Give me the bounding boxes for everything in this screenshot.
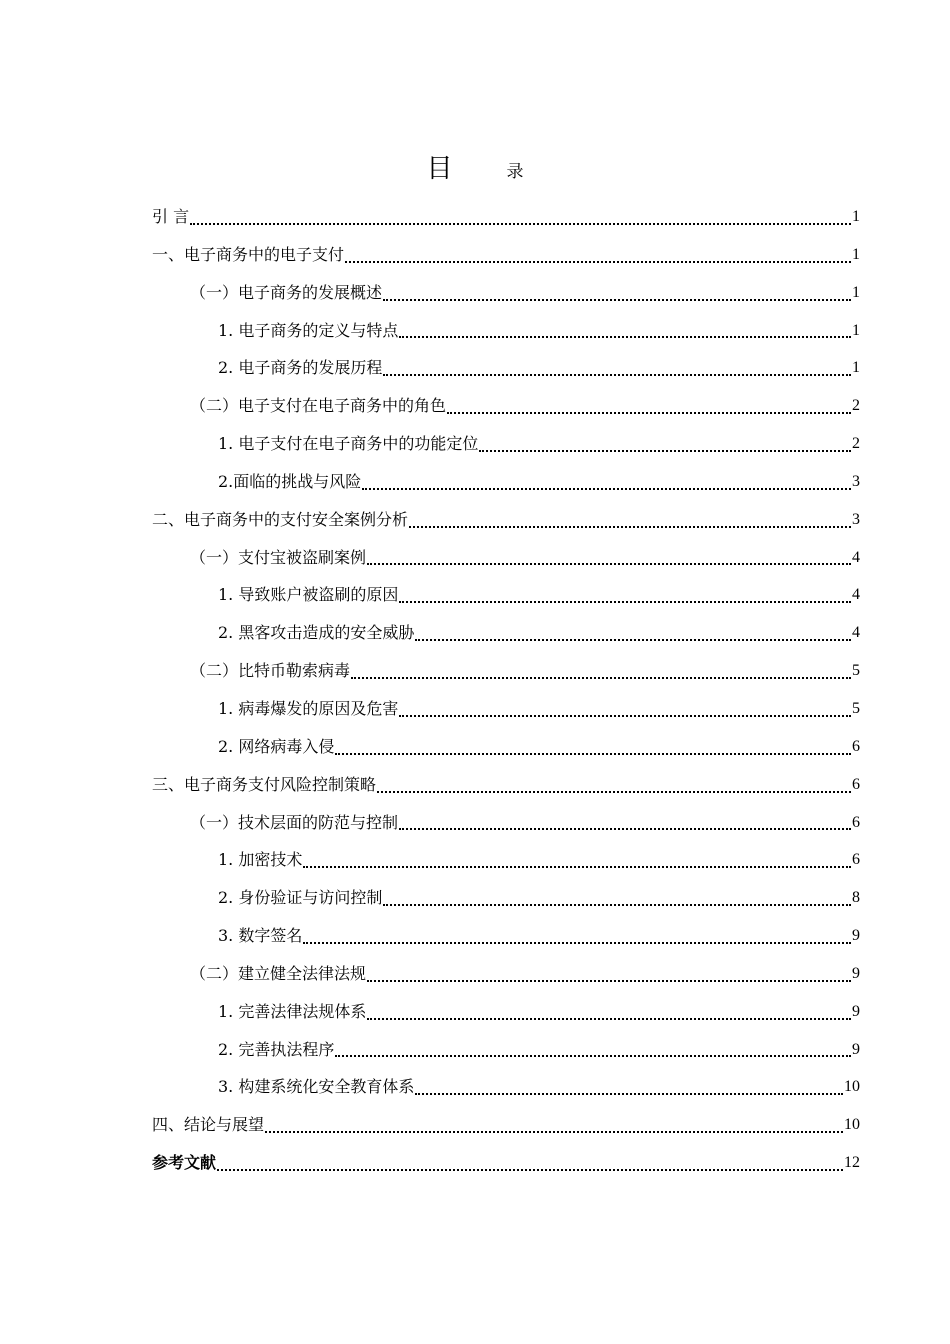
- toc-entry[interactable]: [152, 841, 860, 879]
- toc-entry-page-number: 2: [852, 397, 860, 415]
- toc-entry-page-number: 10: [844, 1116, 860, 1134]
- dot-leader: [265, 1106, 843, 1144]
- toc-entry-page-number: 5: [852, 699, 860, 717]
- toc-entry-page-number: 9: [852, 1040, 860, 1058]
- toc-entry-page-number: 6: [852, 775, 860, 793]
- toc-entry[interactable]: [152, 690, 860, 728]
- toc-entry[interactable]: [152, 652, 860, 690]
- toc-entry-page-number: 1: [852, 208, 860, 225]
- toc-title-main: 目: [426, 154, 453, 184]
- toc-entry-label: 2. 电子商务的发展历程: [218, 358, 383, 378]
- toc-entry[interactable]: [152, 463, 860, 501]
- toc-entry[interactable]: [152, 198, 860, 236]
- toc-entry-label: 三、电子商务支付风险控制策略: [152, 774, 377, 794]
- dot-leader: [415, 614, 851, 652]
- toc-entry-label: （二）建立健全法律法规: [190, 963, 367, 983]
- toc-entry[interactable]: [152, 917, 860, 955]
- toc-entry-page-number: 3: [852, 510, 860, 528]
- toc-entry[interactable]: [152, 766, 860, 804]
- toc-entry[interactable]: [152, 349, 860, 387]
- toc-entry-page-number: 12: [844, 1154, 860, 1172]
- toc-entry-label: （一）支付宝被盗刷案例: [190, 547, 367, 567]
- dot-leader: [383, 879, 851, 917]
- toc-entry-label: 2. 完善执法程序: [218, 1039, 335, 1059]
- toc-entry[interactable]: [152, 274, 860, 312]
- toc-entry[interactable]: [152, 879, 860, 917]
- toc-entry-page-number: 8: [852, 889, 860, 907]
- toc-title: [0, 148, 950, 185]
- dot-leader: [447, 387, 851, 425]
- toc-entry-label: 1. 病毒爆发的原因及危害: [218, 698, 399, 718]
- toc-entry-label: 二、电子商务中的支付安全案例分析: [152, 509, 409, 529]
- dot-leader: [217, 1144, 843, 1182]
- toc-entry-label: （二）比特币勒索病毒: [190, 661, 351, 681]
- toc-title-second: 录: [506, 162, 524, 182]
- toc-entry-page-number: 1: [852, 245, 860, 263]
- toc-entry-page-number: 1: [852, 283, 860, 301]
- toc-entry-label: 3. 数字签名: [218, 926, 303, 946]
- toc-entry-page-number: 6: [852, 813, 860, 831]
- toc-entry-label: 1. 加密技术: [218, 850, 303, 870]
- dot-leader: [367, 993, 851, 1031]
- toc-entry-page-number: 4: [852, 548, 860, 566]
- toc-entry-label: 四、结论与展望: [152, 1115, 265, 1135]
- toc-entry[interactable]: [152, 501, 860, 539]
- dot-leader: [190, 198, 851, 236]
- toc-entry-page-number: 1: [852, 321, 860, 339]
- toc-entry[interactable]: [152, 728, 860, 766]
- toc-entry[interactable]: [152, 1144, 860, 1182]
- toc-entry-label: （一）电子商务的发展概述: [190, 282, 383, 302]
- toc-entry-label: 1. 电子支付在电子商务中的功能定位: [218, 434, 479, 454]
- dot-leader: [399, 576, 851, 614]
- toc-entry-label: 1. 电子商务的定义与特点: [218, 320, 399, 340]
- toc-entry-label: 2. 黑客攻击造成的安全威胁: [218, 623, 415, 643]
- toc-entry[interactable]: [152, 955, 860, 993]
- toc-entry-page-number: 6: [852, 737, 860, 755]
- toc-entry-page-number: 5: [852, 662, 860, 680]
- toc-entry[interactable]: [152, 1106, 860, 1144]
- toc-entry-page-number: 1: [852, 359, 860, 377]
- toc-entry-page-number: 9: [852, 927, 860, 945]
- toc-entry-page-number: 4: [852, 586, 860, 604]
- dot-leader: [409, 501, 851, 539]
- toc-entry[interactable]: [152, 804, 860, 842]
- dot-leader: [362, 463, 851, 501]
- toc-entry[interactable]: [152, 387, 860, 425]
- toc-entry[interactable]: [152, 425, 860, 463]
- dot-leader: [377, 766, 851, 804]
- toc-entry-label: 参考文献: [152, 1153, 217, 1173]
- dot-leader: [479, 425, 851, 463]
- dot-leader: [383, 349, 851, 387]
- toc-entry-label: （一）技术层面的防范与控制: [190, 812, 399, 832]
- toc-list: [152, 198, 860, 1182]
- toc-entry[interactable]: [152, 236, 860, 274]
- toc-entry[interactable]: [152, 576, 860, 614]
- dot-leader: [335, 728, 851, 766]
- dot-leader: [399, 804, 851, 842]
- toc-entry-label: （二）电子支付在电子商务中的角色: [190, 396, 447, 416]
- toc-entry-page-number: 10: [844, 1078, 860, 1096]
- toc-entry[interactable]: [152, 1068, 860, 1106]
- toc-entry-label: 3. 构建系统化安全教育体系: [218, 1077, 415, 1097]
- toc-entry-page-number: 9: [852, 964, 860, 982]
- dot-leader: [335, 1031, 851, 1069]
- dot-leader: [345, 236, 851, 274]
- dot-leader: [399, 690, 851, 728]
- toc-entry-label: 2. 身份验证与访问控制: [218, 888, 383, 908]
- toc-entry[interactable]: [152, 1031, 860, 1069]
- toc-entry-page-number: 4: [852, 624, 860, 642]
- toc-entry[interactable]: [152, 539, 860, 577]
- dot-leader: [303, 841, 851, 879]
- toc-entry-label: 引 言: [152, 207, 190, 226]
- dot-leader: [383, 274, 851, 312]
- dot-leader: [303, 917, 851, 955]
- dot-leader: [367, 539, 851, 577]
- dot-leader: [351, 652, 851, 690]
- toc-entry[interactable]: [152, 614, 860, 652]
- toc-entry-page-number: 2: [852, 435, 860, 453]
- dot-leader: [367, 955, 851, 993]
- toc-entry-page-number: 9: [852, 1002, 860, 1020]
- toc-entry[interactable]: [152, 312, 860, 350]
- toc-entry-page-number: 6: [852, 851, 860, 869]
- toc-entry[interactable]: [152, 993, 860, 1031]
- toc-entry-page-number: 3: [852, 472, 860, 490]
- toc-entry-label: 一、电子商务中的电子支付: [152, 244, 345, 264]
- dot-leader: [399, 312, 851, 350]
- toc-entry-label: 2. 网络病毒入侵: [218, 736, 335, 756]
- toc-entry-label: 1. 导致账户被盗刷的原因: [218, 585, 399, 605]
- dot-leader: [415, 1068, 843, 1106]
- toc-entry-label: 1. 完善法律法规体系: [218, 1001, 367, 1021]
- toc-entry-label: 2.面临的挑战与风险: [218, 471, 362, 491]
